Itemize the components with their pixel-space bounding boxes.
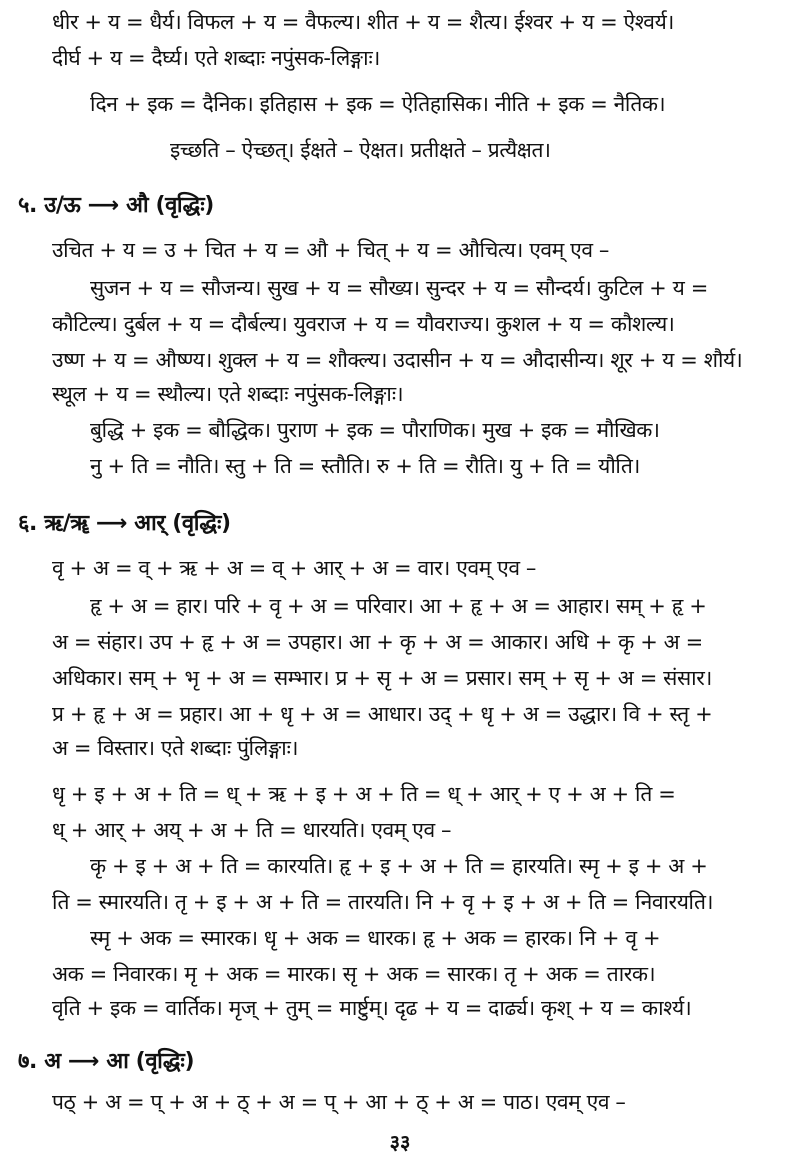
text-line: दीर्घ + य = दैर्घ्य। एते शब्दाः नपुंसक-लिङ्गाः। [52, 46, 380, 70]
text-line: अ = संहार। उप + हृ + अ = उपहार। आ + कृ + अ = आकार। अधि + कृ + अ = [52, 630, 703, 654]
text-line: पठ् + अ = प् + अ + ठ् + अ = प् + आ + ठ् + अ = पाठ। एवम् एव – [52, 1090, 626, 1114]
text-line: कौटिल्य। दुर्बल + य = दौर्बल्य। युवराज + य = यौवराज्य। कुशल + य = कौशल्य। [52, 312, 675, 336]
text-line: दिन + इक = दैनिक। इतिहास + इक = ऐतिहासिक। नीति + इक = नैतिक। [90, 92, 666, 116]
text-line: अधिकार। सम् + भृ + अ = सम्भार। प्र + सृ + अ = प्रसार। सम् + सृ + अ = संसार। [52, 666, 712, 690]
section-heading-6: ६. ऋ/ॠ ⟶ आर् (वृद्धिः) [18, 511, 231, 536]
text-line: अक = निवारक। मृ + अक = मारक। सृ + अक = सारक। तृ + अक = तारक। [52, 962, 656, 986]
text-line: ति = स्मारयति। तृ + इ + अ + ति = तारयति। नि + वृ + इ + अ + ति = निवारयति। [52, 890, 714, 914]
text-line: उचित + य = उ + चित + य = औ + चित् + य = औचित्य। एवम् एव – [52, 238, 609, 262]
text-line: ध् + आर् + अय् + अ + ति = धारयति। एवम् एव – [52, 818, 452, 842]
section-heading-5: ५. उ/ऊ ⟶ औ (वृद्धिः) [18, 193, 214, 218]
text-line: स्थूल + य = स्थौल्य। एते शब्दाः नपुंसक-लिङ्गाः। [52, 382, 404, 406]
text-line: कृ + इ + अ + ति = कारयति। हृ + इ + अ + ति = हारयति। स्मृ + इ + अ + [90, 854, 708, 878]
text-line: हृ + अ = हार। परि + वृ + अ = परिवार। आ + हृ + अ = आहार। सम् + हृ + [90, 594, 707, 618]
text-line: बुद्धि + इक = बौद्धिक। पुराण + इक = पौराणिक। मुख + इक = मौखिक। [90, 418, 660, 442]
text-line: इच्छति – ऐच्छत्। ईक्षते – ऐक्षत। प्रतीक्षते – प्रत्यैक्षत। [170, 138, 551, 162]
text-line: वृति + इक = वार्तिक। मृज् + तुम् = मार्ष्टुम्। दृढ + य = दार्ढ्य। कृश् + य = कार्श्य। [52, 996, 692, 1020]
page-number: ३३ [389, 1130, 411, 1154]
section-heading-7: ७. अ ⟶ आ (वृद्धिः) [18, 1049, 195, 1074]
text-line: स्मृ + अक = स्मारक। धृ + अक = धारक। हृ + अक = हारक। नि + वृ + [90, 926, 661, 950]
text-line: धीर + य = धैर्य। विफल + य = वैफल्य। शीत + य = शैत्य। ईश्वर + य = ऐश्वर्य। [52, 10, 674, 34]
text-line: अ = विस्तार। एते शब्दाः पुंलिङ्गाः। [52, 736, 299, 760]
text-line: धृ + इ + अ + ति = ध् + ऋ + इ + अ + ति = ध् + आर् + ए + अ + ति = [52, 782, 676, 806]
text-line: नु + ति = नौति। स्तु + ति = स्तौति। रु + ति = रौति। यु + ति = यौति। [90, 454, 640, 478]
text-line: प्र + हृ + अ = प्रहार। आ + धृ + अ = आधार। उद् + धृ + अ = उद्धार। वि + स्तृ + [52, 702, 713, 726]
text-line: वृ + अ = व् + ऋ + अ = व् + आर् + अ = वार। एवम् एव – [52, 556, 537, 580]
text-line: सुजन + य = सौजन्य। सुख + य = सौख्य। सुन्दर + य = सौन्दर्य। कुटिल + य = [90, 276, 708, 300]
text-line: उष्ण + य = औष्ण्य। शुक्ल + य = शौक्ल्य। उदासीन + य = औदासीन्य। शूर + य = शौर्य। [52, 348, 743, 372]
